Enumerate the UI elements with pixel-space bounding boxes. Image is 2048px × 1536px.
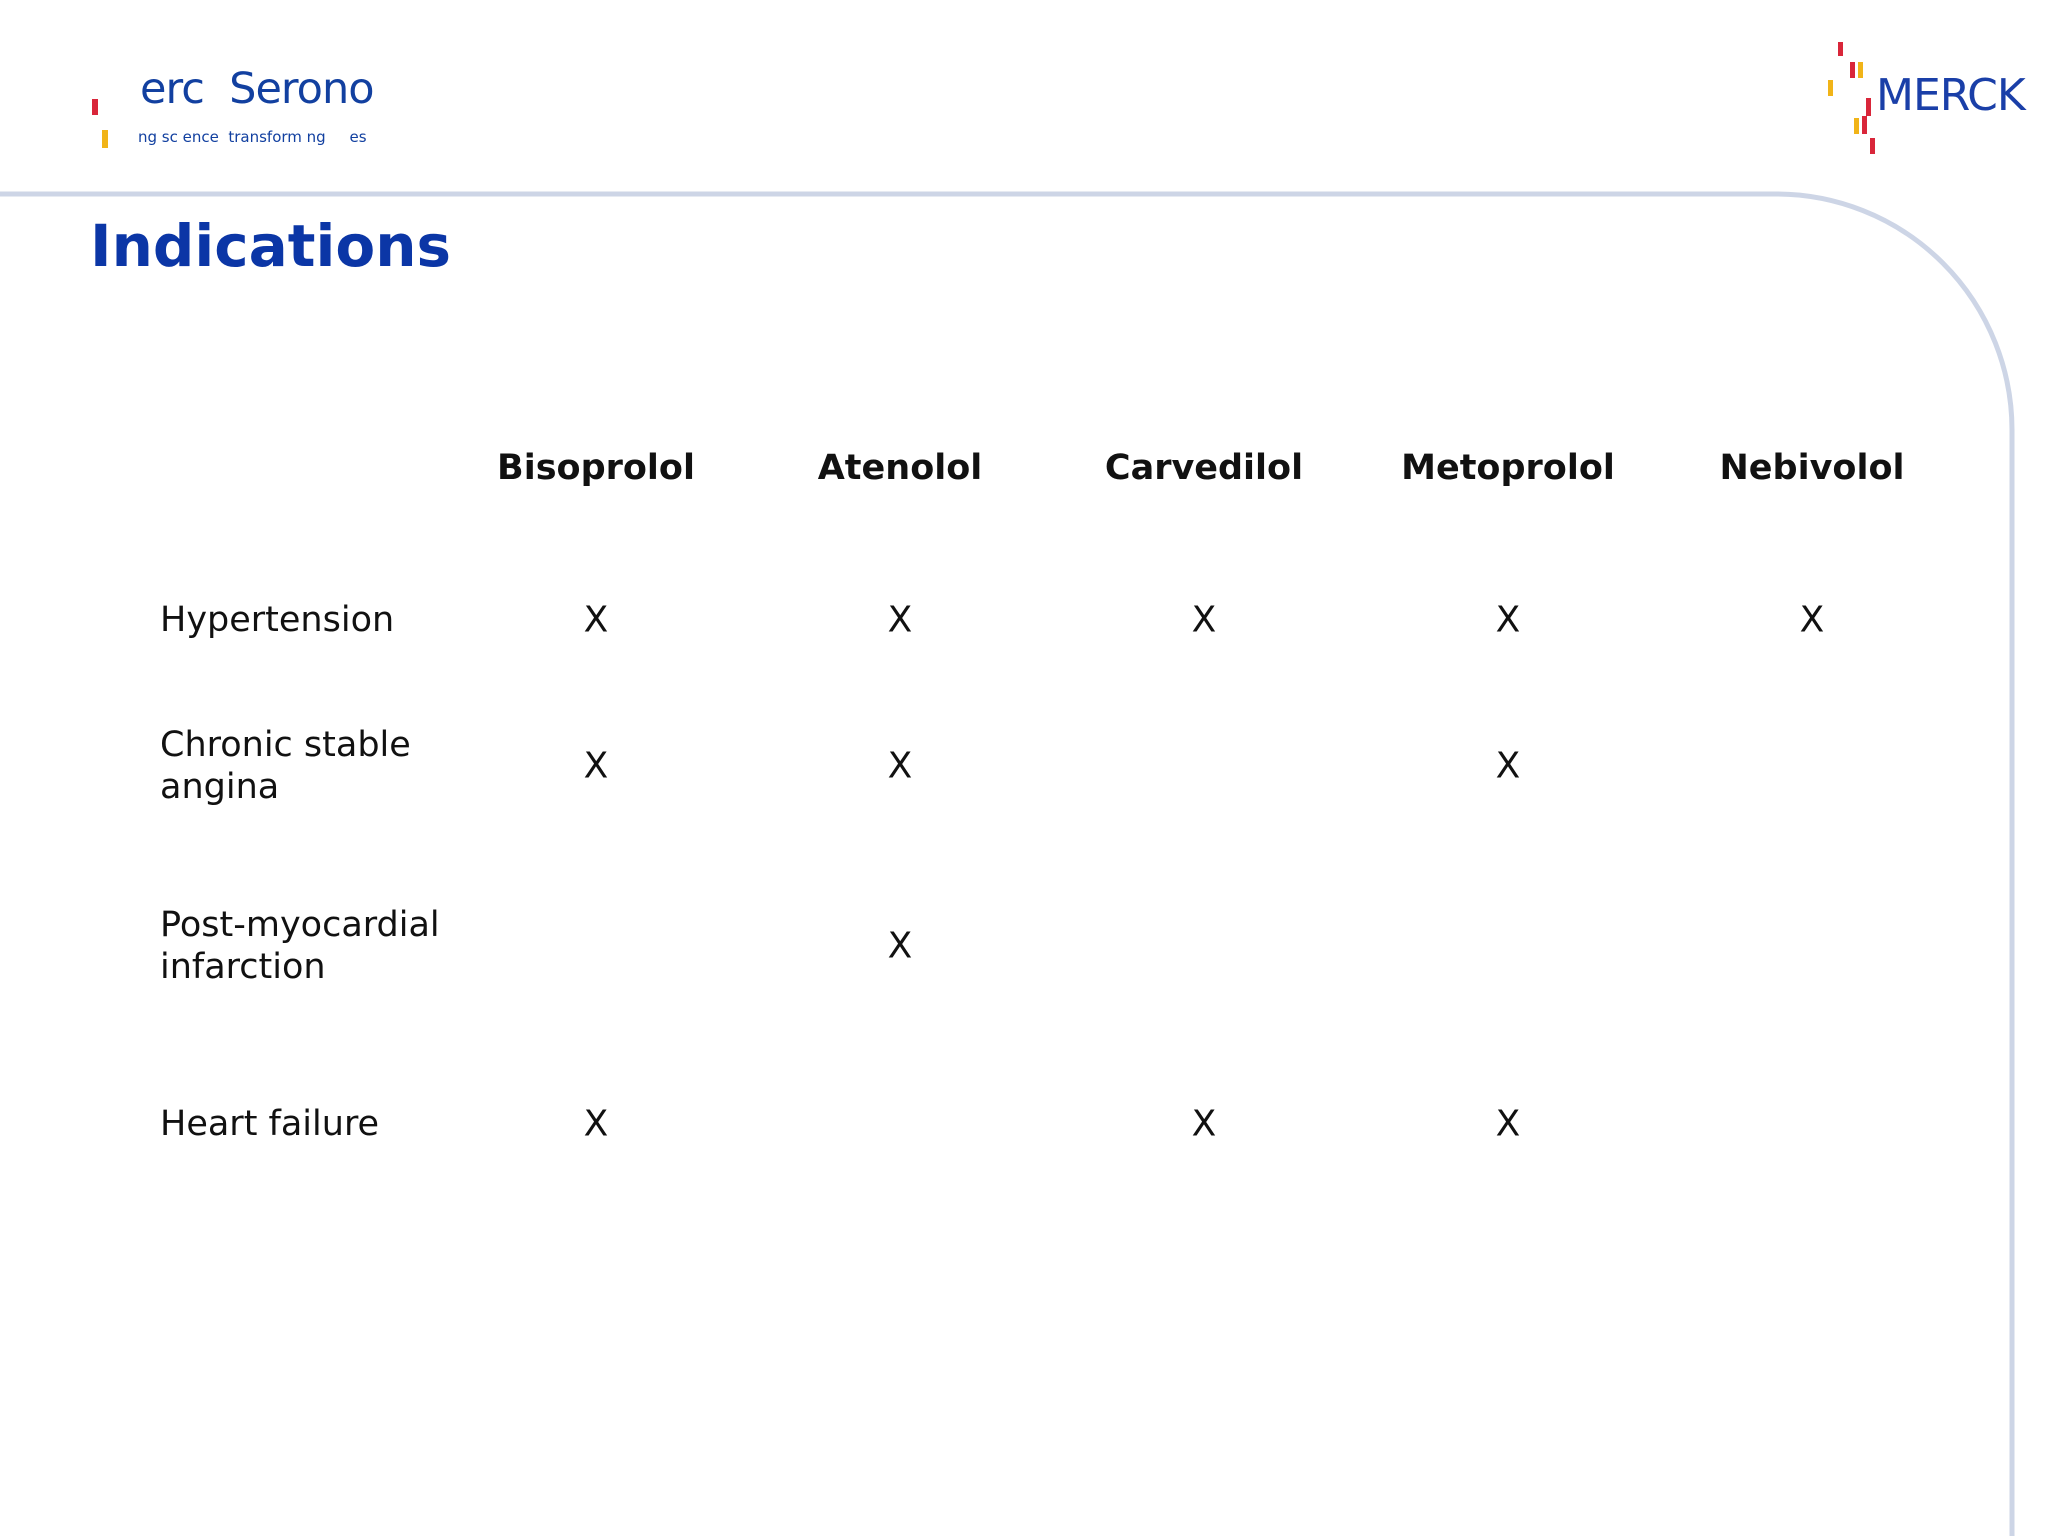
indication-mark: X: [1799, 599, 1825, 641]
column-header-carvedilol: Carvedilol: [1104, 448, 1304, 488]
row-label-chronic-stable-angina: Chronic stable angina: [160, 725, 411, 807]
brand-tagline: ng sc ence transform ng es: [138, 128, 367, 146]
indication-mark: X: [887, 599, 913, 641]
row-label-post-myocardial-infarction: Post-myocardial infarction: [160, 905, 440, 987]
indication-mark: X: [583, 1103, 609, 1145]
indication-mark: X: [583, 745, 609, 787]
indication-mark: X: [887, 745, 913, 787]
column-header-nebivolol: Nebivolol: [1719, 448, 1905, 488]
indication-mark: X: [583, 599, 609, 641]
indication-mark: X: [1191, 1103, 1217, 1145]
column-header-metoprolol: Metoprolol: [1401, 448, 1615, 488]
indication-mark: X: [887, 925, 913, 967]
column-header-atenolol: Atenolol: [817, 448, 983, 488]
indication-mark: X: [1191, 599, 1217, 641]
brand-name: erc Serono: [140, 64, 374, 114]
merck-wordmark: MERCK: [1876, 70, 2025, 121]
indication-mark: X: [1495, 1103, 1521, 1145]
indication-mark: X: [1495, 745, 1521, 787]
row-label-hypertension: Hypertension: [160, 600, 395, 640]
row-label-heart-failure: Heart failure: [160, 1104, 380, 1144]
slide-title: Indications: [90, 212, 452, 280]
indication-mark: X: [1495, 599, 1521, 641]
column-header-bisoprolol: Bisoprolol: [497, 448, 695, 488]
